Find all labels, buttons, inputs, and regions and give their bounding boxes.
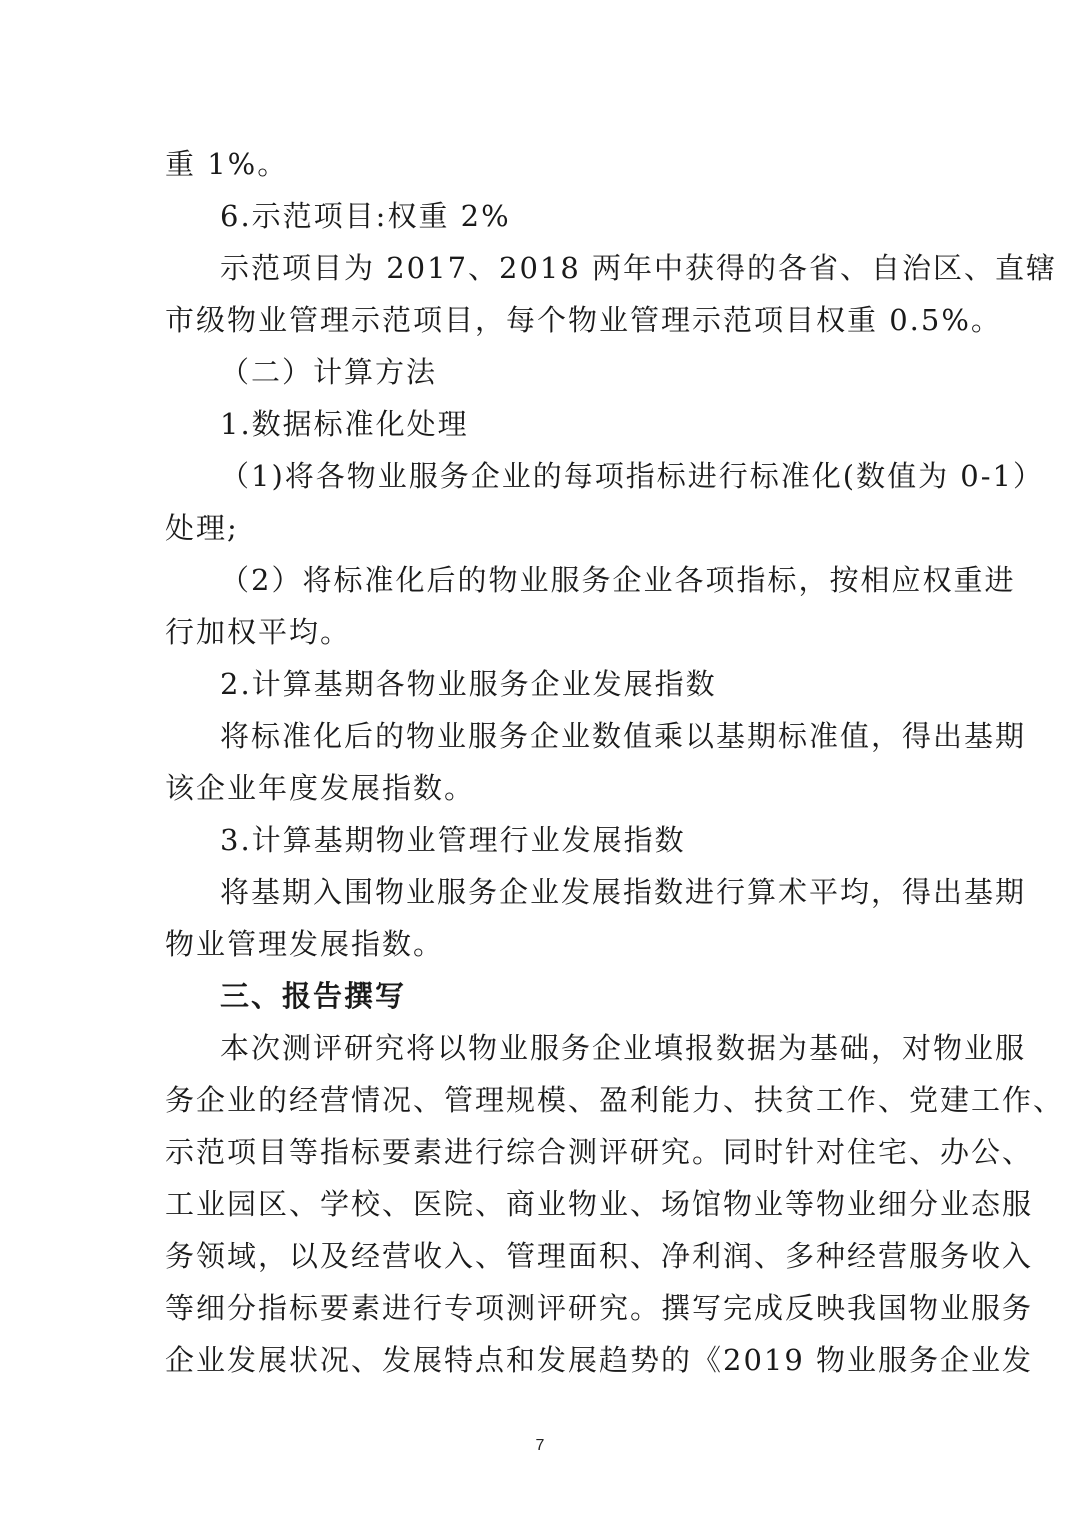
paragraph-line: （1)将各物业服务企业的每项指标进行标准化(数值为 0-1） xyxy=(220,459,1044,493)
section-heading-report-writing: 三、报告撰写 xyxy=(220,979,407,1013)
paragraph-line: 企业发展状况、发展特点和发展趋势的《2019 物业服务企业发 xyxy=(165,1343,1034,1377)
paragraph-line: 示范项目为 2017、2018 两年中获得的各省、自治区、直辖 xyxy=(220,251,1058,285)
paragraph-line: 将基期入围物业服务企业发展指数进行算术平均，得出基期 xyxy=(220,875,1027,909)
paragraph-line: 该企业年度发展指数。 xyxy=(165,771,476,805)
paragraph-line: 将标准化后的物业服务企业数值乘以基期标准值，得出基期 xyxy=(220,719,1027,753)
subsection-title-standardization: 1.数据标准化处理 xyxy=(220,407,469,441)
subsection-title-base-industry-index: 3.计算基期物业管理行业发展指数 xyxy=(220,823,686,857)
paragraph-line: 工业园区、学校、医院、商业物业、场馆物业等物业细分业态服 xyxy=(165,1187,1034,1221)
paragraph-line: 等细分指标要素进行专项测评研究。撰写完成反映我国物业服务 xyxy=(165,1291,1034,1325)
subsection-title-base-enterprise-index: 2.计算基期各物业服务企业发展指数 xyxy=(220,667,717,701)
text-line-1: 重 1%。 xyxy=(165,147,289,181)
paragraph-line: （2）将标准化后的物业服务企业各项指标，按相应权重进 xyxy=(220,563,1016,597)
paragraph-line: 物业管理发展指数。 xyxy=(165,927,445,961)
paragraph-line: 务领域，以及经营收入、管理面积、净利润、多种经营服务收入 xyxy=(165,1239,1034,1273)
paragraph-line: 本次测评研究将以物业服务企业填报数据为基础，对物业服 xyxy=(220,1031,1027,1065)
paragraph-line: 示范项目等指标要素进行综合测评研究。同时针对住宅、办公、 xyxy=(165,1135,1034,1169)
section-heading-calc-method: （二）计算方法 xyxy=(220,355,438,389)
page-number: 7 xyxy=(535,1437,545,1454)
paragraph-line: 市级物业管理示范项目，每个物业管理示范项目权重 0.5%。 xyxy=(165,303,1002,337)
subsection-title-demo-projects: 6.示范项目:权重 2% xyxy=(220,199,511,233)
paragraph-line: 处理; xyxy=(165,511,239,545)
paragraph-line: 务企业的经营情况、管理规模、盈利能力、扶贫工作、党建工作、 xyxy=(165,1083,1065,1117)
paragraph-line: 行加权平均。 xyxy=(165,615,352,649)
